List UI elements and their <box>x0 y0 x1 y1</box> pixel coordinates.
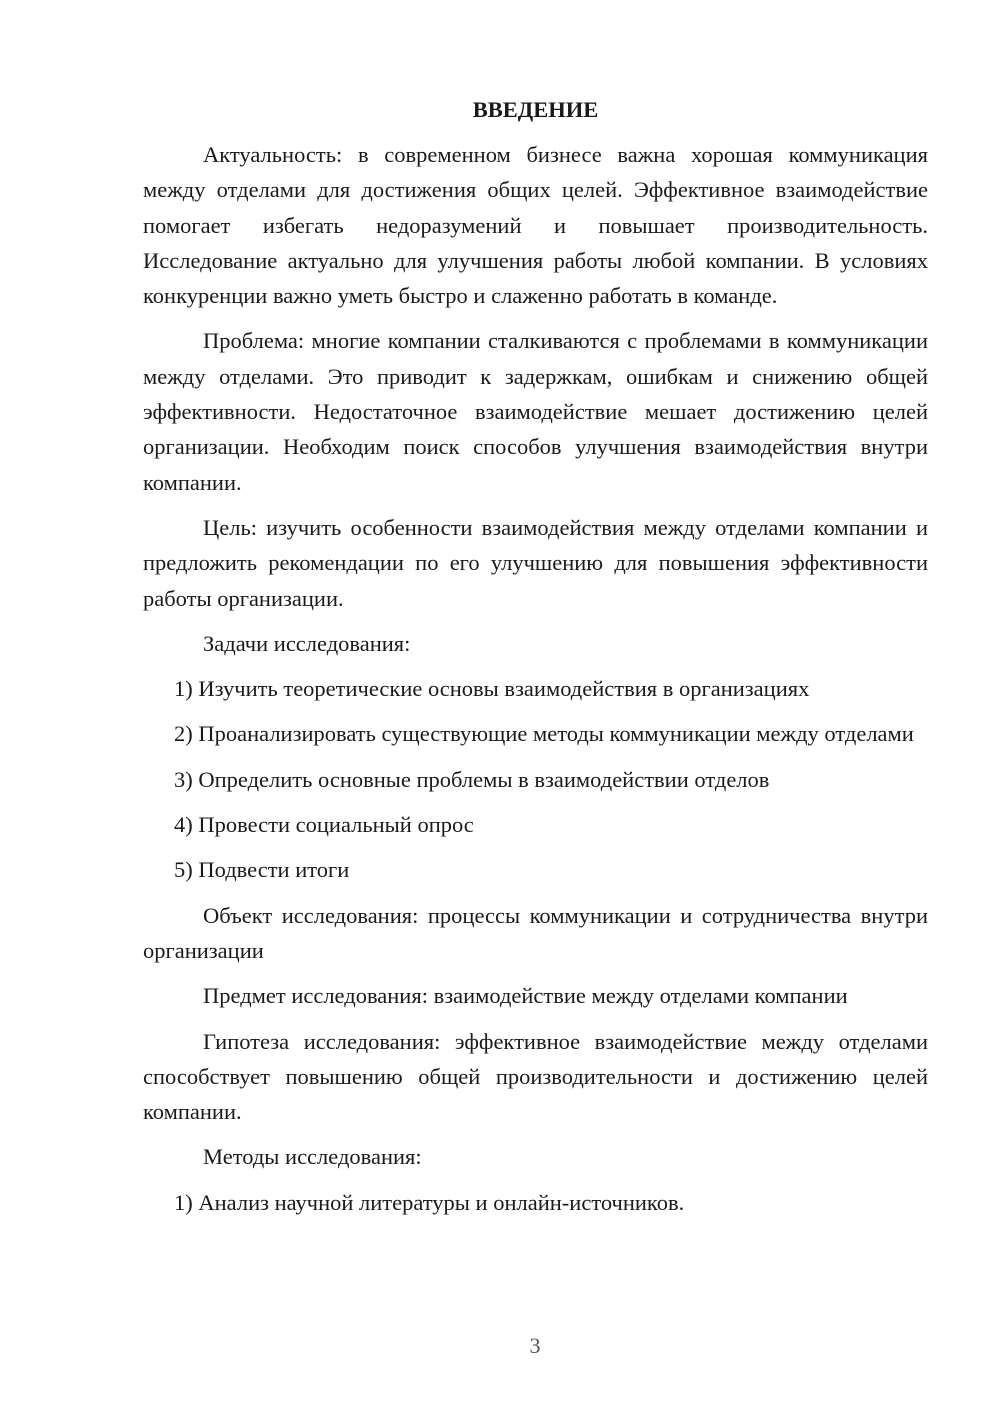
page-number: 3 <box>529 1333 541 1358</box>
task-item: 3) Определить основные проблемы в взаимодействии отделов <box>174 766 770 792</box>
task-item: 1) Изучить теоретические основы взаимодействия в организациях <box>174 676 810 702</box>
task-item: 2) Проанализировать существующие методы коммуникации между отделами <box>174 721 914 747</box>
tasks-heading: Задачи исследования: <box>203 630 411 656</box>
relevance-paragraph: Актуальность: в современном бизнесе важна хорошая коммуникация между отделами для достижения общих целей. Эффективное взаимодействие помогает избегать недоразумений и повышает производительность. Исследование актуально для улучшения работы любой компании. В условиях конкуренции важно уметь быстро и слаженно работать в команде. <box>143 142 928 309</box>
page-title: ВВЕДЕНИЕ <box>472 97 599 122</box>
goal-paragraph: Цель: изучить особенности взаимодействия между отделами компании и предложить рекомендации по его улучшению для повышения эффективности работы организации. <box>143 514 928 611</box>
object-paragraph: Объект исследования: процессы коммуникации и сотрудничества внутри организации <box>143 902 928 963</box>
task-item: 5) Подвести итоги <box>174 857 350 883</box>
task-item: 4) Провести социальный опрос <box>174 812 474 838</box>
hypothesis-paragraph: Гипотеза исследования: эффективное взаимодействие между отделами способствует повышению общей производительности и достижению целей компании. <box>143 1028 928 1125</box>
methods-heading: Методы исследования: <box>203 1144 422 1170</box>
problem-paragraph: Проблема: многие компании сталкиваются с проблемами в коммуникации между отделами. Это приводит к задержкам, ошибкам и снижению общей эффективности. Недостаточное взаимодействие мешает достижению целей организации. Необходим поиск способов улучшения взаимодействия внутри компании. <box>143 328 928 495</box>
method-item: 1) Анализ научной литературы и онлайн-источников. <box>174 1189 685 1215</box>
subject-paragraph: Предмет исследования: взаимодействие между отделами компании <box>203 983 848 1009</box>
page-content <box>143 92 928 1230</box>
